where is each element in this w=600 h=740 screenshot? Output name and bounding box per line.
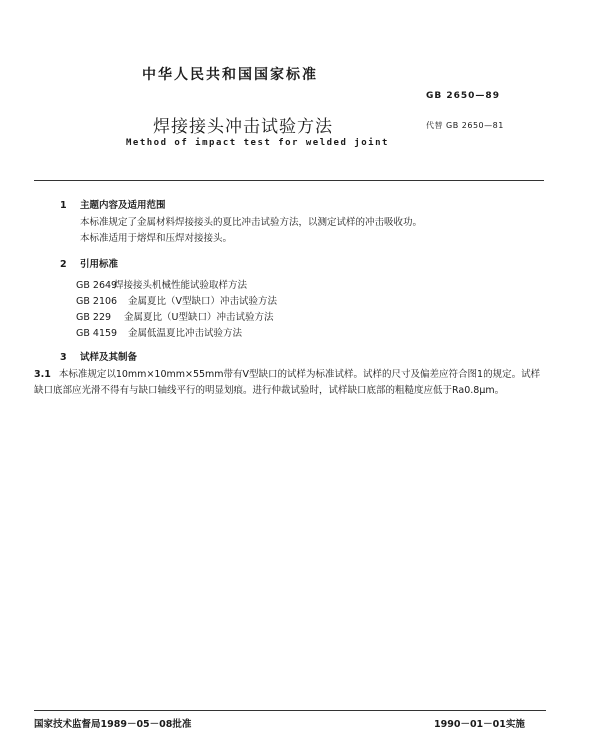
english-title: Method of impact test for welded joint <box>126 138 389 148</box>
standard-code: GB 2650—89 <box>426 91 500 101</box>
clause-3-1-number: 3.1 <box>34 369 51 380</box>
section-2-number: 2 <box>60 259 67 270</box>
page-title: 焊接接头冲击试验方法 <box>153 117 333 137</box>
reference-code: GB 2106 <box>76 296 118 307</box>
reference-title: 金属低温夏比冲击试验方法 <box>128 328 243 339</box>
bottom-divider <box>34 710 546 711</box>
section-2-heading <box>60 256 118 270</box>
issued-by-date: 国家技术监督局1989－05－08批准 <box>34 719 192 730</box>
replaces-note: 代替 GB 2650—81 <box>426 121 504 130</box>
clause-3-1-text: 本标准规定以10mm×10mm×55mm带有V型缺口的试样为标准试样。试样的尺寸及偏差应符合图1的规定。试样缺口底部应光滑不得有与缺口轴线平行的明显划痕。进行仲裁试验时，试样缺口底部的粗糙度应低于Ra0.8μm。 <box>34 369 541 396</box>
reference-item <box>76 293 277 307</box>
reference-code: GB 2649 <box>76 280 118 291</box>
section-1-para-2: 本标准适用于熔焊和压焊对接接头。 <box>80 233 233 244</box>
reference-item <box>76 277 247 291</box>
reference-title: 金属夏比（V型缺口）冲击试验方法 <box>128 296 277 307</box>
section-3-heading <box>60 349 137 363</box>
section-3-title: 试样及其制备 <box>80 352 138 363</box>
section-1-heading <box>60 197 166 211</box>
reference-title: 金属夏比（U型缺口）冲击试验方法 <box>124 312 274 323</box>
top-divider <box>34 180 544 181</box>
reference-code: GB 4159 <box>76 328 118 339</box>
section-1-para-1: 本标准规定了金属材料焊接接头的夏比冲击试验方法，以测定试样的冲击吸收功。 <box>80 217 423 228</box>
reference-code: GB 229 <box>76 312 112 323</box>
reference-item <box>76 325 242 339</box>
reference-title: 焊接接头机械性能试验取样方法 <box>114 280 248 291</box>
section-3-number: 3 <box>60 352 67 363</box>
national-standard-heading: 中华人民共和国国家标准 <box>142 67 318 83</box>
section-1-title: 主题内容及适用范围 <box>80 200 166 211</box>
reference-item <box>76 309 273 323</box>
section-1-number: 1 <box>60 200 67 211</box>
section-2-title: 引用标准 <box>80 259 119 270</box>
clause-3-1 <box>34 367 546 399</box>
implementation-date: 1990－01－01实施 <box>434 719 525 730</box>
